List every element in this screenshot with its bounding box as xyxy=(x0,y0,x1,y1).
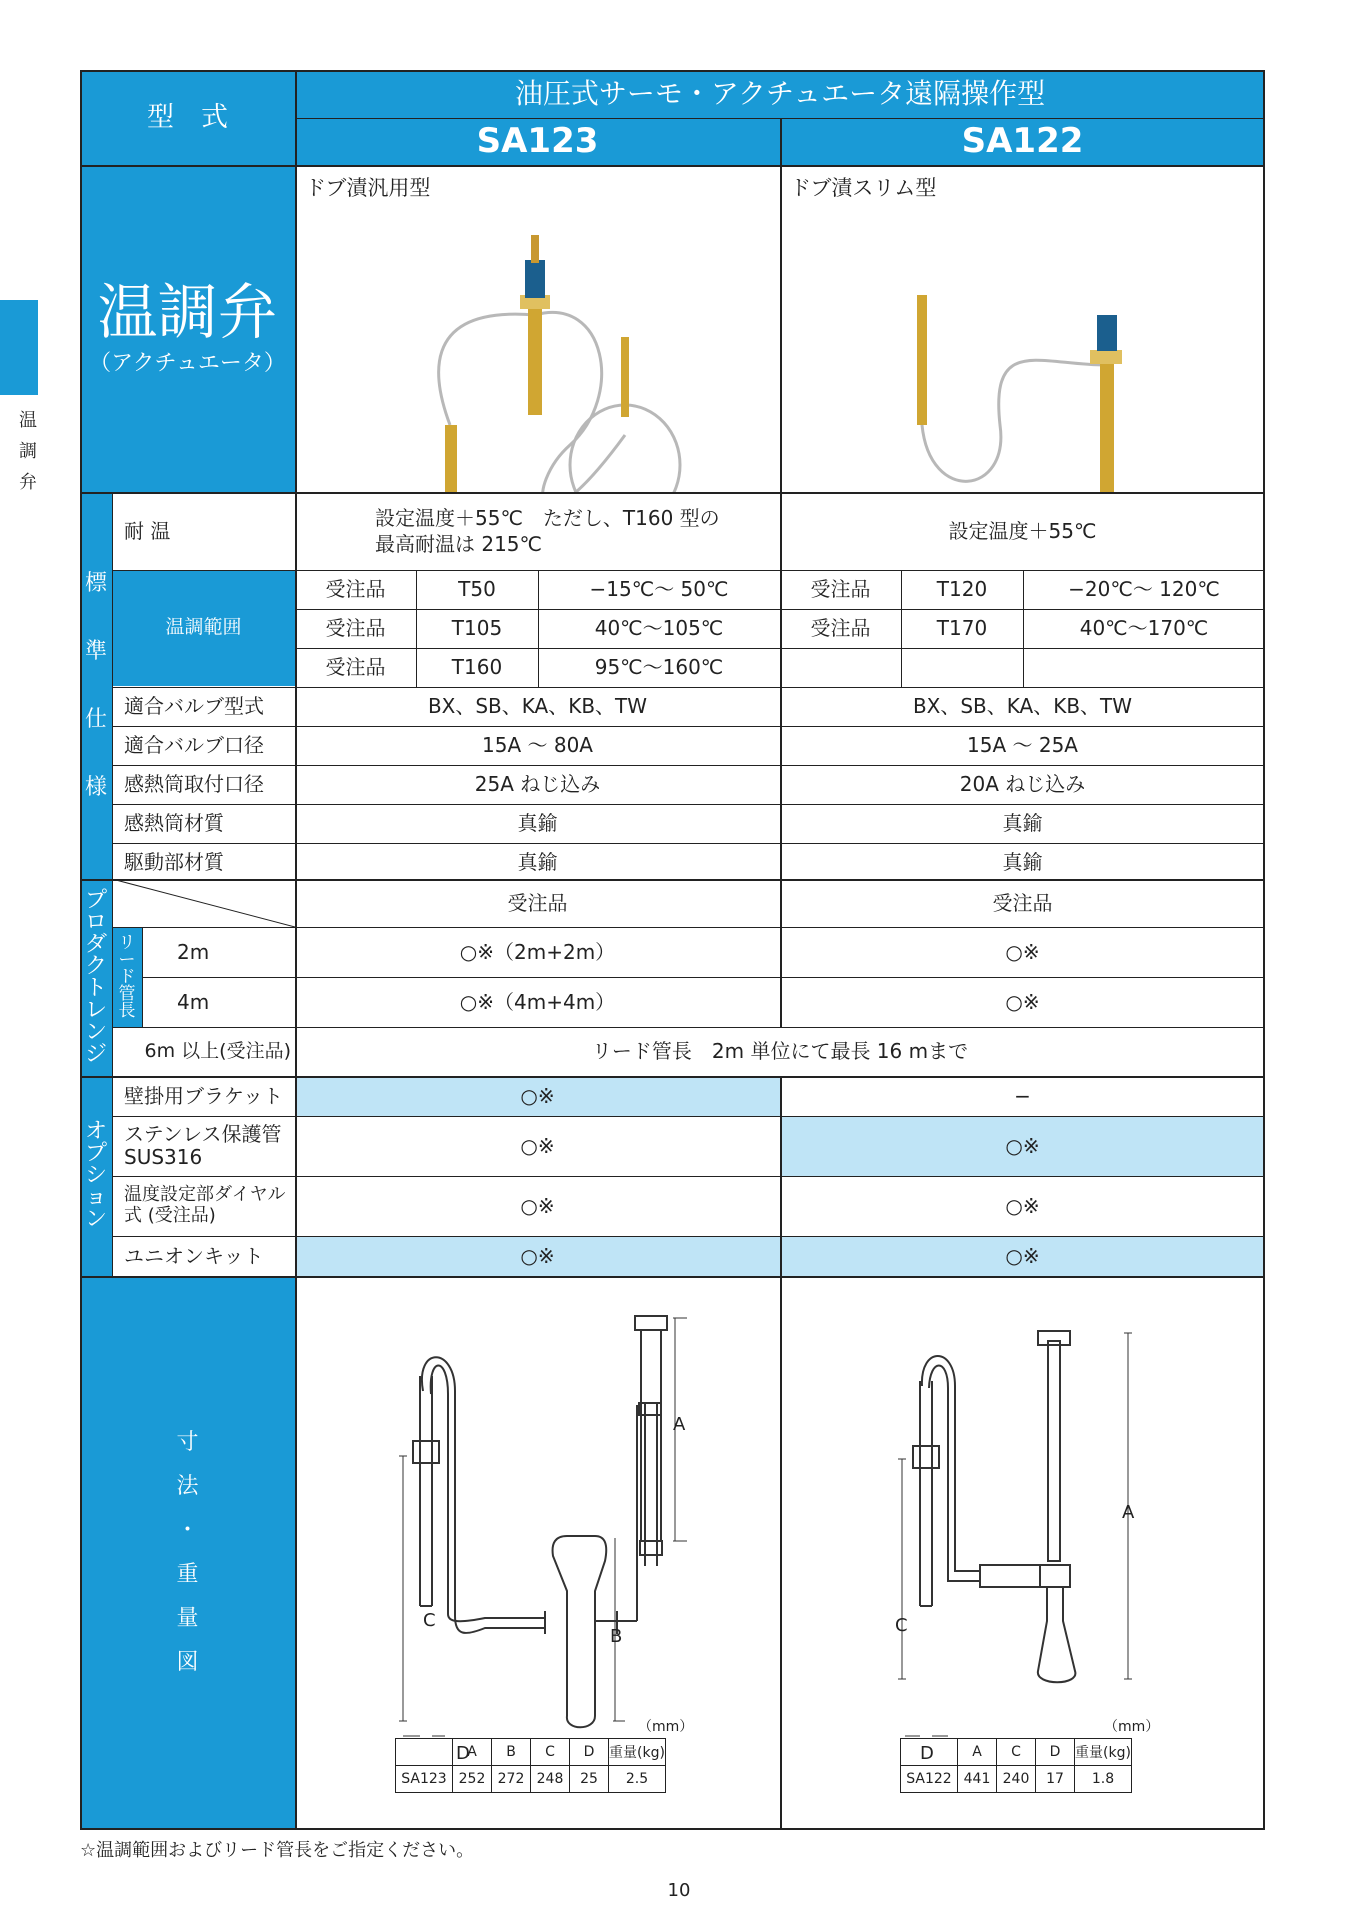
spec-sa123: 25A ねじ込み xyxy=(474,772,601,796)
category-subtitle: （アクチュエータ） xyxy=(89,350,286,376)
spec-sa123: 真鍮 xyxy=(517,850,558,874)
range-label: 温調範囲 xyxy=(112,570,295,686)
range-code: T170 xyxy=(936,616,988,640)
side-label: 温 調 弁 xyxy=(19,410,37,493)
range-kind xyxy=(780,648,901,687)
footnote: ☆温調範囲およびリード管長をご指定ください。 xyxy=(80,1840,475,1861)
svg-text:C: C xyxy=(423,1610,436,1631)
section-standard: 標 準 仕 様 xyxy=(80,492,112,879)
model-label: 型 式 xyxy=(80,70,295,165)
range-value: 40℃〜170℃ xyxy=(1079,616,1209,640)
range-header-sa123: 受注品 xyxy=(507,890,568,915)
category-block xyxy=(80,165,295,492)
range-kind: 受注品 xyxy=(810,577,871,601)
spec-sa123: 15A 〜 80A xyxy=(482,733,593,757)
spec-sheet: 型 式 油圧式サーモ・アクチュエータ遠隔操作型 SA123 SA122 温調弁 （アクチュエータ） 標 準 仕 様 プ ロ ダ ク ト レ ン ジ リ ー ド 管 長 オ プ シ ョ ン 寸 法 ・ 重 量 図 温調範囲 ドブ漬汎用型 ドブ漬スリム型 耐 温 設定温度＋55℃ ただし、T160 型の 最高耐温は 215℃ 設定温度＋55℃ 受注品 T50 −15℃〜 50℃ 受注品 T105 40℃〜105℃ 受注品 T160 95℃〜160℃ 受注品 T120 −20℃〜 120℃ 受注品 T170 40℃〜170℃ 適合バルブ型式 BX、SB、KA、KB、TW BX、SB、KA、KB、TW 適合バルブ口径 15A 〜 80A 15A 〜 25A 感熱筒取付口径 25A ねじ込み 20A ねじ込み 感熱筒材質 真鍮 真鍮 駆動部材質 真鍮 真鍮 受注品 受注品 2m ○※（2m+2m） ○※ 4m ○※（4m+4m） ○※ 6m 以上(受注品) リード管長 2m 単位にて最長 16 mまで 壁掛用ブラケット ○※ − ステンレス保護管 SUS316 ○※ ○※ 温度設定部ダイヤル式 (受注品) ○※ ○※ ユニオンキット ○※ ○※ A B C D A C D （mm） A B C D 重量(kg) SA123 252 272 248 25 2.5 （mm） A C D 重量(kg) SA122 441 240 17 1.8 xyxy=(80,70,1265,1830)
range-value xyxy=(1023,648,1265,687)
spec-label: 適合バルブ型式 xyxy=(124,694,264,718)
spec-sa122: 20A ねじ込み xyxy=(959,772,1086,796)
spec-label: 駆動部材質 xyxy=(124,850,224,874)
heat-sa123: 設定温度＋55℃ ただし、T160 型の 最高耐温は 215℃ xyxy=(375,506,720,556)
svg-text:A: A xyxy=(673,1414,686,1435)
range-kind: 受注品 xyxy=(325,616,386,640)
svg-text:D: D xyxy=(920,1743,934,1764)
unit-sa122: （mm） xyxy=(1104,1719,1160,1735)
range-value: −20℃〜 120℃ xyxy=(1068,577,1220,601)
spec-sa123: 真鍮 xyxy=(517,811,558,835)
spec-sa123: BX、SB、KA、KB、TW xyxy=(427,694,648,718)
spec-sa122: 15A 〜 25A xyxy=(967,733,1078,757)
lead-4m: 4m xyxy=(177,989,210,1014)
section-lead: リ ー ド 管 長 xyxy=(112,927,142,1027)
dims-table-sa122: A C D 重量(kg) SA122 441 240 17 1.8 xyxy=(900,1738,1132,1793)
category-title: 温調弁 xyxy=(97,277,278,348)
photo-sa123 xyxy=(295,165,780,492)
product-type: 油圧式サーモ・アクチュエータ遠隔操作型 xyxy=(295,70,1265,118)
photo-caption-sa122: ドブ漬スリム型 xyxy=(790,175,937,200)
svg-text:A: A xyxy=(1122,1502,1135,1523)
range-value: 40℃〜105℃ xyxy=(594,616,724,640)
lead-long-label: 6m 以上(受注品) xyxy=(144,1039,291,1062)
lead-long-value: リード管長 2m 単位にて最長 16 mまで xyxy=(591,1039,969,1063)
page-number: 10 xyxy=(667,1880,691,1901)
range-code: T105 xyxy=(451,616,503,640)
section-options: オ プ シ ョ ン xyxy=(80,1076,112,1276)
spec-label: 感熱筒材質 xyxy=(124,811,224,835)
section-product-range: プ ロ ダ ク ト レ ン ジ xyxy=(80,879,112,1076)
spec-label: 感熱筒取付口径 xyxy=(124,772,264,796)
svg-text:D: D xyxy=(456,1743,470,1764)
spec-sa122: BX、SB、KA、KB、TW xyxy=(912,694,1133,718)
spec-sa122: 真鍮 xyxy=(1002,811,1043,835)
spec-label: 適合バルブ口径 xyxy=(124,733,264,757)
photo-caption-sa123: ドブ漬汎用型 xyxy=(305,175,431,200)
spec-sa122: 真鍮 xyxy=(1002,850,1043,874)
heat-label: 耐 温 xyxy=(124,518,171,543)
svg-text:B: B xyxy=(610,1626,623,1647)
lead-2m: 2m xyxy=(177,939,210,964)
section-dimensions: 寸 法 ・ 重 量 図 xyxy=(80,1276,295,1830)
svg-text:C: C xyxy=(895,1615,908,1636)
side-tab xyxy=(0,300,38,395)
photo-sa122 xyxy=(780,165,1265,492)
heat-sa122: 設定温度＋55℃ xyxy=(948,518,1097,543)
range-kind: 受注品 xyxy=(810,616,871,640)
range-kind: 受注品 xyxy=(325,577,386,601)
range-code: T50 xyxy=(458,577,496,601)
range-code: T160 xyxy=(451,655,503,679)
unit-sa123: （mm） xyxy=(638,1719,694,1735)
range-code xyxy=(901,648,1023,687)
range-value: 95℃〜160℃ xyxy=(594,655,724,679)
range-code: T120 xyxy=(936,577,988,601)
dims-table-sa123: A B C D 重量(kg) SA123 252 272 248 25 2.5 xyxy=(395,1738,666,1793)
range-header-sa122: 受注品 xyxy=(992,890,1053,915)
model-sa122: SA122 xyxy=(780,118,1265,165)
model-sa123: SA123 xyxy=(295,118,780,165)
range-value: −15℃〜 50℃ xyxy=(589,577,729,601)
range-kind: 受注品 xyxy=(325,655,386,679)
